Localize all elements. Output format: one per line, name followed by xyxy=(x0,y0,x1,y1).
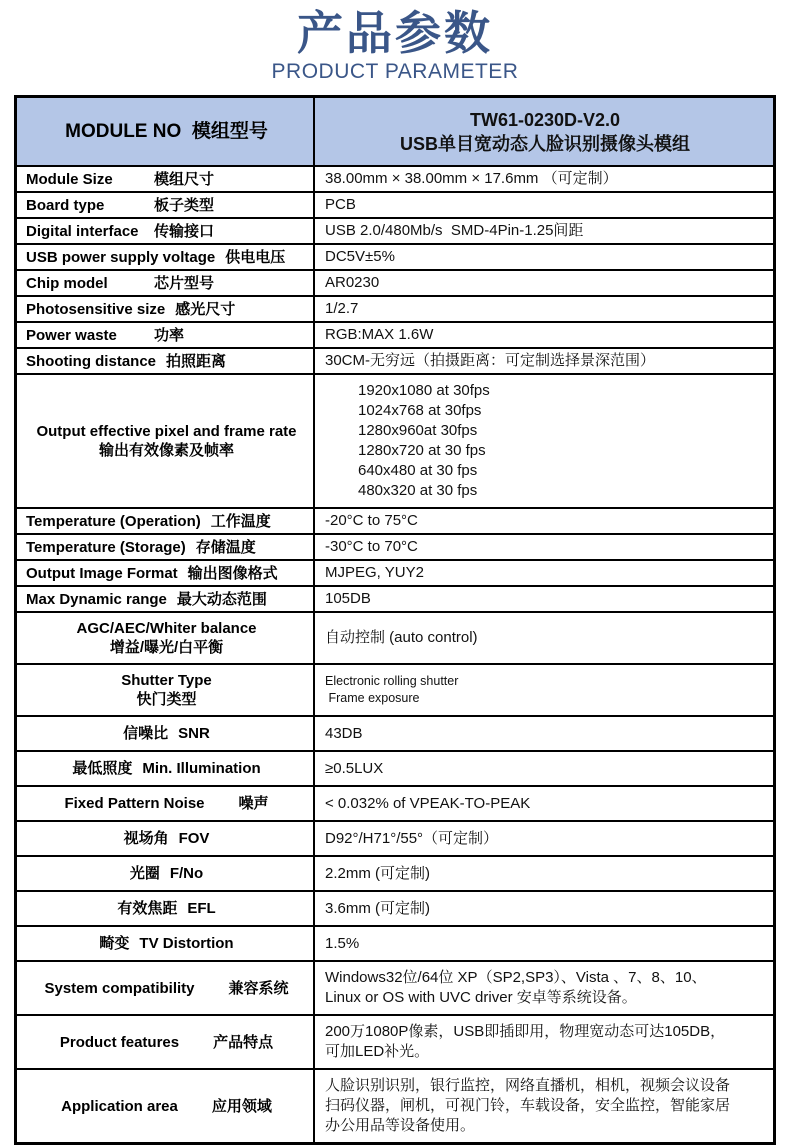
param-label-part: Product features xyxy=(59,1033,180,1051)
param-value xyxy=(313,509,773,533)
param-value xyxy=(313,822,773,855)
param-label xyxy=(17,717,313,750)
param-row xyxy=(17,243,773,269)
param-label xyxy=(17,535,313,559)
param-row xyxy=(17,191,773,217)
param-row xyxy=(17,269,773,295)
param-value xyxy=(313,857,773,890)
param-label-part: 输出有效像素及帧率 xyxy=(98,442,234,459)
param-value xyxy=(313,892,773,925)
param-label-part: Module Size xyxy=(26,170,113,188)
param-label-part: 噪声 xyxy=(238,795,269,812)
param-label-part: TV Distortion xyxy=(139,935,234,952)
param-row xyxy=(17,347,773,373)
param-label-part: 应用领域 xyxy=(211,1097,272,1115)
param-value-line: D92°/H71°/55°（可定制） xyxy=(325,829,499,847)
param-value xyxy=(313,1016,773,1068)
param-label xyxy=(17,245,313,269)
param-value-line: 200万1080P像素，USB即插即用，物理宽动态可达105DB， xyxy=(325,1023,726,1040)
param-label xyxy=(17,561,313,585)
param-label-part: Output effective pixel and frame rate xyxy=(36,423,297,440)
param-value-line: 人脸识别识别，银行监控，网络直播机，相机，视频会议设备 xyxy=(325,1077,731,1094)
param-label-part: Photosensitive size xyxy=(26,300,166,318)
param-row xyxy=(17,507,773,533)
param-row xyxy=(17,663,773,715)
param-value-line: DC5V±5% xyxy=(325,248,395,265)
param-label xyxy=(17,613,313,663)
param-label-part: AGC/AEC/Whiter balance xyxy=(76,620,257,637)
param-row xyxy=(17,925,773,960)
module-name: USB单目宽动态人脸识别摄像头模组 xyxy=(399,133,690,154)
param-label xyxy=(17,962,313,1014)
module-name-header-cell xyxy=(313,98,773,165)
param-row xyxy=(17,585,773,611)
param-label-part: Max Dynamic range xyxy=(26,590,167,608)
param-label xyxy=(17,752,313,785)
param-value xyxy=(313,193,773,217)
param-value-line: 38.00mm × 38.00mm × 17.6mm （可定制） xyxy=(325,170,618,187)
param-label-part: Power waste xyxy=(26,326,117,344)
param-label-part: Digital interface xyxy=(26,222,139,240)
param-label-part: Fixed Pattern Noise xyxy=(64,795,205,812)
param-value-line: Linux or OS with UVC driver 安卓等系统设备。 xyxy=(325,989,637,1006)
param-value-line: RGB:MAX 1.6W xyxy=(325,326,434,343)
param-value xyxy=(313,717,773,750)
param-value-line: 可加LED补光。 xyxy=(325,1043,430,1060)
param-label-part: F/No xyxy=(169,865,204,882)
param-value xyxy=(313,962,773,1014)
param-value xyxy=(313,752,773,785)
product-parameter-table xyxy=(14,95,776,1145)
param-label-part: 功率 xyxy=(154,326,185,344)
param-label xyxy=(17,892,313,925)
param-label xyxy=(17,193,313,217)
param-value xyxy=(313,787,773,820)
param-row xyxy=(17,373,773,507)
param-label-part: SNR xyxy=(178,725,210,742)
param-value-line: Electronic rolling shutter xyxy=(325,674,459,688)
param-label xyxy=(17,167,313,191)
param-value xyxy=(313,323,773,347)
param-value-line: 105DB xyxy=(325,590,371,607)
param-label-part: 供电电压 xyxy=(225,248,286,266)
param-value-line: 1/2.7 xyxy=(325,300,359,317)
param-label-part: Output Image Format xyxy=(26,564,178,582)
param-label-part: Chip model xyxy=(26,274,108,292)
param-label xyxy=(17,297,313,321)
param-row xyxy=(17,715,773,750)
param-value-line: 1920x1080 at 30fps xyxy=(358,382,490,399)
param-label xyxy=(17,219,313,243)
param-label-part: 产品特点 xyxy=(213,1033,274,1051)
param-label xyxy=(17,509,313,533)
param-value-line: 640x480 at 30 fps xyxy=(358,462,478,479)
param-label xyxy=(17,822,313,855)
module-number: TW61-0230D-V2.0 xyxy=(469,109,621,130)
param-value-line: 办公用品等设备使用。 xyxy=(325,1117,476,1134)
param-value-line: Frame exposure xyxy=(325,691,420,705)
param-value-line: 30CM-无穷远（拍摄距离：可定制选择景深范围） xyxy=(325,352,656,369)
param-value-line: AR0230 xyxy=(325,274,380,291)
param-row xyxy=(17,611,773,663)
param-label xyxy=(17,271,313,295)
param-label-part: Min. Illumination xyxy=(142,760,261,777)
param-label xyxy=(17,1016,313,1068)
table-header-row xyxy=(17,98,773,165)
param-label-part: 光圈 xyxy=(129,865,160,882)
param-value-line: MJPEG, YUY2 xyxy=(325,564,424,581)
param-value xyxy=(313,665,773,715)
param-label-part: FOV xyxy=(178,830,210,847)
param-value xyxy=(313,349,773,373)
param-label-part: 有效焦距 xyxy=(117,900,178,917)
param-value xyxy=(313,535,773,559)
param-value-line: 1280x720 at 30 fps xyxy=(358,442,486,459)
param-row xyxy=(17,559,773,585)
param-row xyxy=(17,321,773,347)
param-value-line: -20°C to 75°C xyxy=(325,512,418,529)
param-label-part: Board type xyxy=(26,196,105,214)
param-value-line: PCB xyxy=(325,196,356,213)
param-row xyxy=(17,1068,773,1142)
param-label-part: 最低照度 xyxy=(72,760,133,777)
param-row xyxy=(17,533,773,559)
param-value xyxy=(313,245,773,269)
param-label-part: USB power supply voltage xyxy=(26,248,216,266)
param-value-line: 1.5% xyxy=(325,934,360,952)
param-label xyxy=(17,375,313,507)
page-title: 产品参数 xyxy=(297,7,493,59)
param-value-line: 1024x768 at 30fps xyxy=(358,402,482,419)
param-label-part: 最大动态范围 xyxy=(176,590,267,608)
param-row xyxy=(17,217,773,243)
param-label-part: 输出图像格式 xyxy=(187,564,278,582)
param-row xyxy=(17,960,773,1014)
param-value xyxy=(313,613,773,663)
param-value-line: 2.2mm (可定制) xyxy=(325,864,431,882)
param-label-part: 畸变 xyxy=(99,935,130,952)
param-value-line: 480x320 at 30 fps xyxy=(358,482,478,499)
param-value-line: 1280x960at 30fps xyxy=(358,422,478,439)
param-label-part: 视场角 xyxy=(123,830,169,847)
param-label xyxy=(17,349,313,373)
param-row xyxy=(17,855,773,890)
param-value xyxy=(313,561,773,585)
param-label-part: Temperature (Storage) xyxy=(26,538,186,556)
title-block xyxy=(0,0,790,84)
param-value-line: 扫码仪器，闸机，可视门铃，车载设备，安全监控，智能家居 xyxy=(325,1097,731,1114)
param-value xyxy=(313,1070,773,1142)
param-label xyxy=(17,323,313,347)
param-value xyxy=(313,375,773,507)
param-row xyxy=(17,785,773,820)
param-label-part: 模组尺寸 xyxy=(154,170,215,188)
page-subtitle: PRODUCT PARAMETER xyxy=(271,60,519,83)
param-label xyxy=(17,927,313,960)
param-label-part: Application area xyxy=(61,1097,178,1115)
param-row xyxy=(17,1014,773,1068)
param-label-part: 感光尺寸 xyxy=(175,300,236,318)
param-label-part: System compatibility xyxy=(44,979,195,997)
param-label xyxy=(17,665,313,715)
param-value xyxy=(313,297,773,321)
param-row xyxy=(17,295,773,321)
param-value-line: -30°C to 70°C xyxy=(325,538,418,555)
param-label-part: 板子类型 xyxy=(154,196,215,214)
param-value-line: < 0.032% of VPEAK-TO-PEAK xyxy=(325,794,531,812)
param-label-part: 快门类型 xyxy=(136,691,197,708)
param-value xyxy=(313,219,773,243)
module-no-header-cell: MODULE NO 模组型号 xyxy=(65,121,268,142)
param-value-line: 自动控制 (auto control) xyxy=(325,629,478,646)
param-value-line: 3.6mm (可定制) xyxy=(325,899,431,917)
param-label-part: 工作温度 xyxy=(210,512,271,530)
param-label-part: Shutter Type xyxy=(121,672,212,689)
param-value xyxy=(313,167,773,191)
param-label-part: 存储温度 xyxy=(195,538,256,556)
param-row xyxy=(17,820,773,855)
param-label-part: 增益/曝光/白平衡 xyxy=(109,639,224,656)
param-row xyxy=(17,890,773,925)
param-label xyxy=(17,1070,313,1142)
param-value xyxy=(313,271,773,295)
param-label-part: Shooting distance xyxy=(26,352,157,370)
param-row xyxy=(17,165,773,191)
param-label-part: EFL xyxy=(187,900,216,917)
param-label-part: 传输接口 xyxy=(154,222,215,240)
param-label-part: 兼容系统 xyxy=(228,979,289,997)
param-label xyxy=(17,787,313,820)
param-label-part: 芯片型号 xyxy=(154,274,215,292)
param-row xyxy=(17,750,773,785)
param-label xyxy=(17,587,313,611)
param-value-line: ≥0.5LUX xyxy=(325,759,384,777)
param-label-part: Temperature (Operation) xyxy=(26,512,201,530)
param-value-line: USB 2.0/480Mb/s SMD-4Pin-1.25间距 xyxy=(325,222,584,239)
table-body xyxy=(17,165,773,1142)
param-value-line: Windows32位/64位 XP（SP2,SP3）、Vista 、7、8、10、 xyxy=(325,969,707,986)
param-value xyxy=(313,587,773,611)
param-label-part: 信噪比 xyxy=(123,725,169,742)
param-label xyxy=(17,857,313,890)
param-value-line: 43DB xyxy=(325,724,363,742)
param-value xyxy=(313,927,773,960)
param-label-part: 拍照距离 xyxy=(166,352,227,370)
